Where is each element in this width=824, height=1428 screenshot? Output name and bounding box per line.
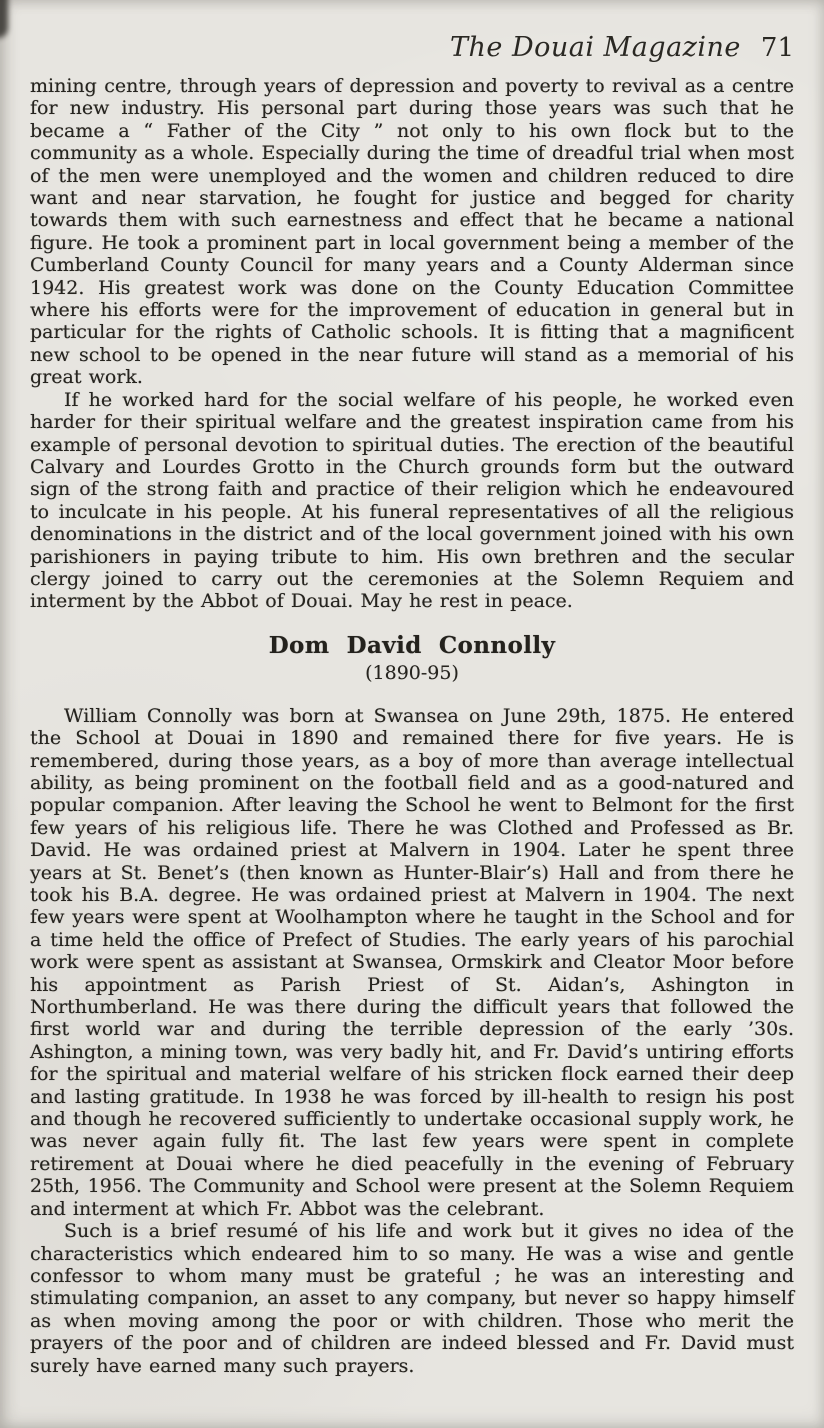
connolly-biography-paragraph: William Connolly was born at Swansea on June 29th, 1875. He entered the School at Douai in 1890 and remained there for five years. He is remembered, during those years, as a boy of more than average intellectual ability, as being prominent on the football field and as a good-natured and popular companion. After leaving the School he went to Belmont for the first few years of his religious life. There he was Clothed and Professed as Br. David. He was ordained priest at Malvern in 1904. Later he spent three years at St. Benet’s (then known as Hunter-Blair’s) Hall and from there he took his B.A. degree. He was ordained priest at Malvern in 1904. The next few years were spent at Woolhampton where he taught in the School and for a time held the office of Prefect of Studies. The early years of his parochial work were spent as assistant at Swansea, Ormskirk and Cleator Moor before his appointment as Parish Priest of St. Aidan’s, Ashington in Northumberland. He was there during the difficult years that followed the first world war and during the terrible depression of the early ’30s. Ashington, a mining town, was very badly hit, and Fr. David’s untiring efforts for the spiritual and material welfare of his stricken flock earned their deep and lasting gratitude. In 1938 he was forced by ill-health to resign his post and though he recovered sufficiently to undertake occasional supply work, he was never again fully fit. The last few years were spent in complete retirement at Douai where he died peacefully in the evening of February 25th, 1956. The Community and School were present at the Solemn Requiem and interment at which Fr. Abbot was the celebrant. (30, 704, 794, 1220)
connolly-obituary-heading: Dom David Connolly (268, 631, 556, 659)
obituary-spiritual-welfare-paragraph: If he worked hard for the social welfare of his people, he worked even harder for their spiritual welfare and the greatest inspiration came from his example of personal devotion to spiritual duties. The erection of the beautiful Calvary and Lourdes Grotto in the Church grounds form but the outward sign of the strong faith and practice of their religion which he endeavoured to inculcate in his people. At his funeral representatives of all the religious denominations in the district and of the local government joined with his own parishioners in paying tribute to him. His own brethren and the secular clergy joined to carry out the ceremonies at the Solemn Requiem and interment by the Abbot of Douai. May he rest in peace. (30, 388, 794, 613)
page-body (30, 75, 794, 1377)
obituary-continuation-paragraph: mining centre, through years of depression and poverty to revival as a centre for new industry. His personal part during those years was such that he became a “ Father of the City ” not only to his own flock but to the community as a whole. Especially during the time of dreadful trial when most of the men were unemployed and the women and children reduced to dire want and near starvation, he fought for justice and begged for charity towards them with such earnestness and effect that he became a national figure. He took a prominent part in local government being a member of the Cumberland County Council for many years and a County Alderman since 1942. His greatest work was done on the County Education Committee where his efforts were for the improvement of education in general but in particular for the rights of Catholic schools. It is fitting that a magnificent new school to be opened in the near future will stand as a memorial of his great work. (30, 75, 794, 389)
running-header (30, 32, 794, 63)
connolly-obituary-years: (1890-95) (365, 661, 459, 684)
scan-edge-artifact (0, 0, 8, 38)
connolly-character-paragraph: Such is a brief resumé of his life and work but it gives no idea of the characteristics which endeared him to so many. He was a wise and gentle confessor to whom many must be grateful ; he was an interesting and stimulating companion, an asset to any company, but never so happy himself as when moving among the poor or with children. Those who merit the prayers of the poor and of children are indeed blessed and Fr. David must surely have earned many such prayers. (30, 1220, 794, 1377)
magazine-title: The Douai Magazine (449, 32, 741, 63)
page-number: 71 (760, 33, 794, 63)
